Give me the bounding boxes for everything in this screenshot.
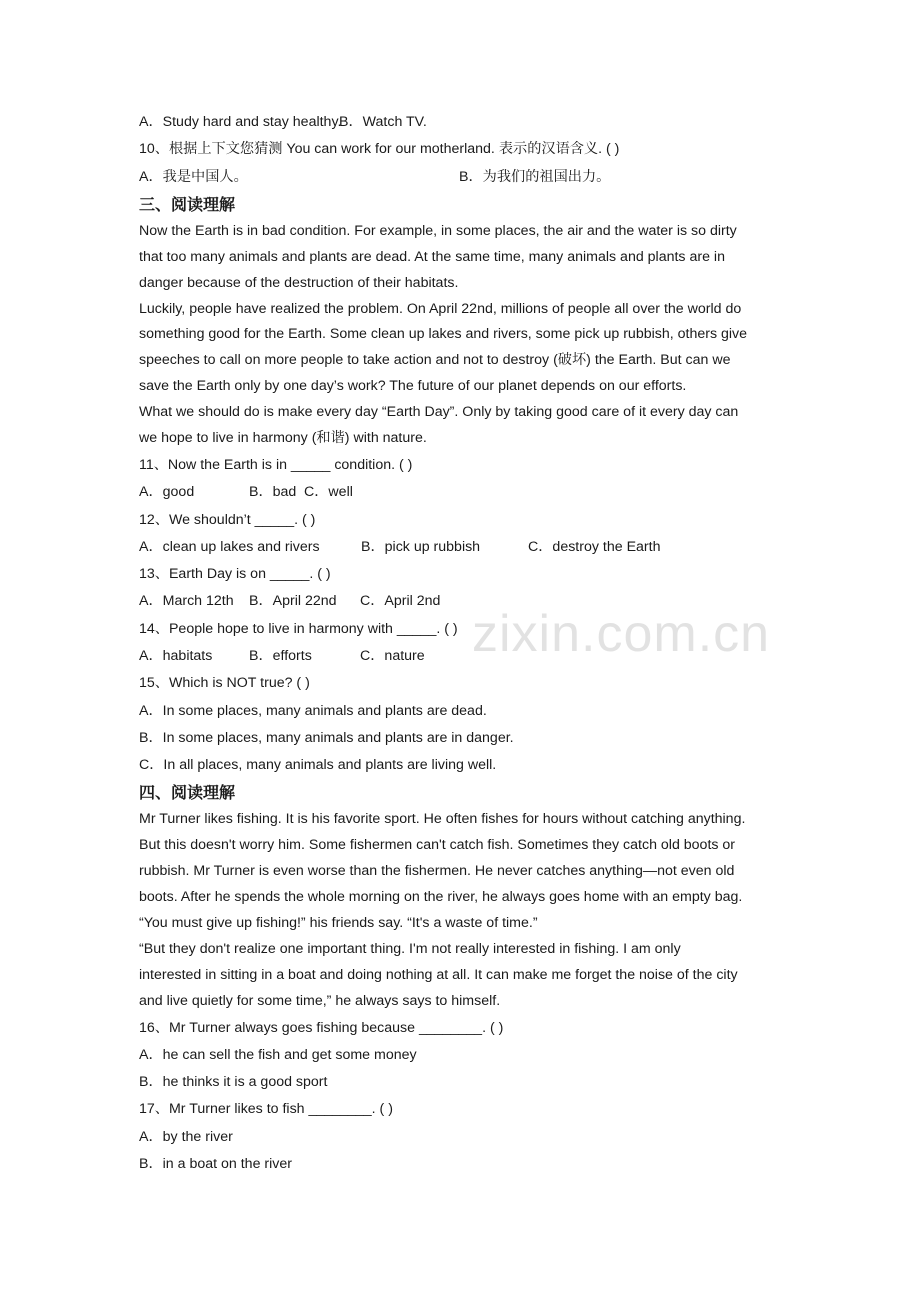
passage-line: boots. After he spends the whole morning on the river, he always goes home with an empty bag. (139, 889, 743, 906)
passage-line: “But they don't realize one important thing. I'm not really interested in fishing. I am only (139, 940, 681, 957)
option-b: B．April 22nd (249, 593, 337, 610)
question-11: 11、Now the Earth is in _____ condition. ( ) (139, 456, 413, 473)
option-b: B．efforts (249, 647, 312, 664)
option-c: C．nature (360, 647, 425, 664)
question-17: 17、Mr Turner likes to fish ________. ( ) (139, 1101, 393, 1118)
option-a: A．我是中国人。 (139, 168, 248, 185)
section-3-passage (139, 219, 799, 452)
passage-line: and live quietly for some time,” he always says to himself. (139, 992, 501, 1009)
question-16: 16、Mr Turner always goes fishing because ________. ( ) (139, 1019, 504, 1036)
option-b: B．he thinks it is a good sport (139, 1074, 328, 1091)
option-a: A．he can sell the fish and get some money (139, 1046, 417, 1063)
option-a: A．In some places, many animals and plants are dead. (139, 702, 487, 719)
q12-options (139, 534, 799, 561)
question-14: 14、People hope to live in harmony with _____. ( ) (139, 620, 458, 637)
option-b: B．in a boat on the river (139, 1156, 292, 1173)
passage-line: something good for the Earth. Some clean up lakes and rivers, some pick up rubbish, others give (139, 326, 748, 343)
passage-line: “You must give up fishing!” his friends say. “It's a waste of time.” (139, 915, 538, 932)
question-12: 12、We shouldn’t _____. ( ) (139, 511, 316, 528)
passage-line: What we should do is make every day “Earth Day”. Only by taking good care of it every day can (139, 404, 739, 421)
question-10: 10、根据上下文您猜测 You can work for our motherland. 表示的汉语含义. ( ) (139, 141, 620, 158)
passage-line: But this doesn't worry him. Some fishermen can't catch fish. Sometimes they catch old boots or (139, 837, 736, 854)
option-c: C．In all places, many animals and plants are living well. (139, 757, 497, 774)
option-c: C．destroy the Earth (528, 538, 661, 555)
passage-line: speeches to call on more people to take action and not to destroy (破坏) the Earth. But can we (139, 352, 731, 369)
question-13: 13、Earth Day is on _____. ( ) (139, 566, 331, 583)
option-b: B．为我们的祖国出力。 (459, 168, 611, 185)
option-b: B．In some places, many animals and plants are in danger. (139, 729, 514, 746)
watermark: zixin.com.cn (472, 605, 771, 663)
passage-line: we hope to live in harmony (和谐) with nature. (139, 430, 427, 447)
passage-line: that too many animals and plants are dead. At the same time, many animals and plants are in (139, 248, 725, 265)
passage-line: rubbish. Mr Turner is even worse than the fishermen. He never catches anything—not even old (139, 863, 735, 880)
option-a: A．habitats (139, 647, 213, 664)
option-a: A．by the river (139, 1128, 233, 1145)
section-4-heading: 四、阅读理解 (139, 783, 236, 803)
passage-line: danger because of the destruction of their habitats. (139, 274, 459, 291)
q9-options (139, 109, 799, 136)
q10-options (139, 164, 799, 191)
option-b: B．pick up rubbish (361, 538, 481, 555)
passage-line: interested in sitting in a boat and doing nothing at all. It can make me forget the noise of the city (139, 966, 738, 983)
passage-line: Luckily, people have realized the problem. On April 22nd, millions of people all over the world do (139, 300, 742, 317)
passage-line: Mr Turner likes fishing. It is his favorite sport. He often fishes for hours without catching anything. (139, 811, 746, 828)
section-4-passage (139, 807, 799, 1014)
passage-line: save the Earth only by one day’s work? The future of our planet depends on our efforts. (139, 378, 687, 395)
option-b: B．bad (249, 484, 297, 501)
option-a: A．March 12th (139, 593, 234, 610)
option-c: C．April 2nd (360, 593, 441, 610)
option-a: A．Study hard and stay healthy. (139, 114, 342, 130)
passage-line: Now the Earth is in bad condition. For example, in some places, the air and the water is so dirty (139, 222, 737, 239)
option-b: B．Watch TV. (339, 114, 427, 130)
q11-options (139, 479, 799, 506)
option-c: C．well (304, 484, 353, 501)
option-a: A．clean up lakes and rivers (139, 538, 320, 555)
section-3-heading: 三、阅读理解 (139, 194, 236, 214)
option-a: A．good (139, 484, 195, 501)
question-15: 15、Which is NOT true? ( ) (139, 675, 310, 692)
